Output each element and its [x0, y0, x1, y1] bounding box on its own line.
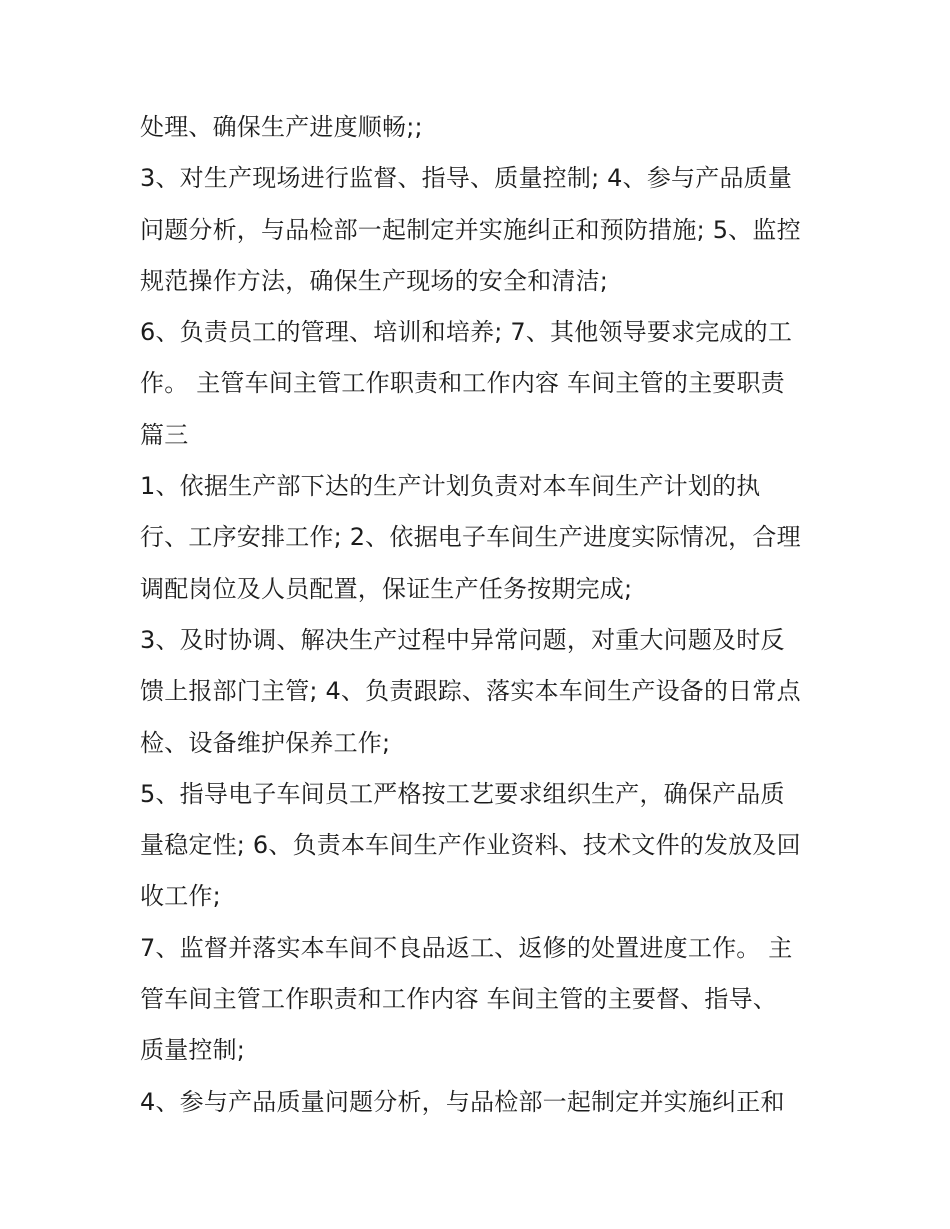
text-line: 1、依据生产部下达的生产计划负责对本车间生产计划的执 [140, 472, 761, 501]
text-line: 管车间主管工作职责和工作内容 车间主管的主要督、指导、 [140, 985, 778, 1014]
text-line: 收工作; [140, 882, 221, 911]
text-line: 6、负责员工的管理、培训和培养; 7、其他领导要求完成的工 [140, 318, 793, 347]
text-line: 量稳定性; 6、负责本车间生产作业资料、技术文件的发放及回 [140, 831, 801, 860]
document-body [140, 102, 815, 1128]
text-line: 5、指导电子车间员工严格按工艺要求组织生产，确保产品质 [140, 779, 785, 808]
text-line: 7、监督并落实本车间不良品返工、返修的处置进度工作。 主 [140, 933, 793, 962]
text-line: 处理、确保生产进度顺畅;; [140, 113, 423, 141]
text-line: 检、设备维护保养工作; [140, 728, 391, 757]
text-line: 行、工序安排工作; 2、依据电子车间生产进度实际情况，合理 [140, 523, 801, 552]
text-line: 规范操作方法，确保生产现场的安全和清洁; [140, 266, 609, 295]
text-line: 问题分析，与品检部一起制定并实施纠正和预防措施; 5、监控 [140, 215, 801, 244]
text-line: 3、对生产现场进行监督、指导、质量控制; 4、参与产品质量 [140, 164, 793, 193]
text-line: 4、参与产品质量问题分析，与品检部一起制定并实施纠正和 [140, 1087, 785, 1116]
text-line: 篇三 [140, 420, 189, 449]
text-line: 作。 主管车间主管工作职责和工作内容 车间主管的主要职责 [140, 369, 785, 398]
text-line: 质量控制; [140, 1036, 246, 1065]
text-line: 3、及时协调、解决生产过程中异常问题，对重大问题及时反 [140, 625, 785, 654]
text-line: 馈上报部门主管; 4、负责跟踪、落实本车间生产设备的日常点 [140, 677, 801, 706]
text-line: 调配岗位及人员配置，保证生产任务按期完成; [140, 574, 633, 603]
